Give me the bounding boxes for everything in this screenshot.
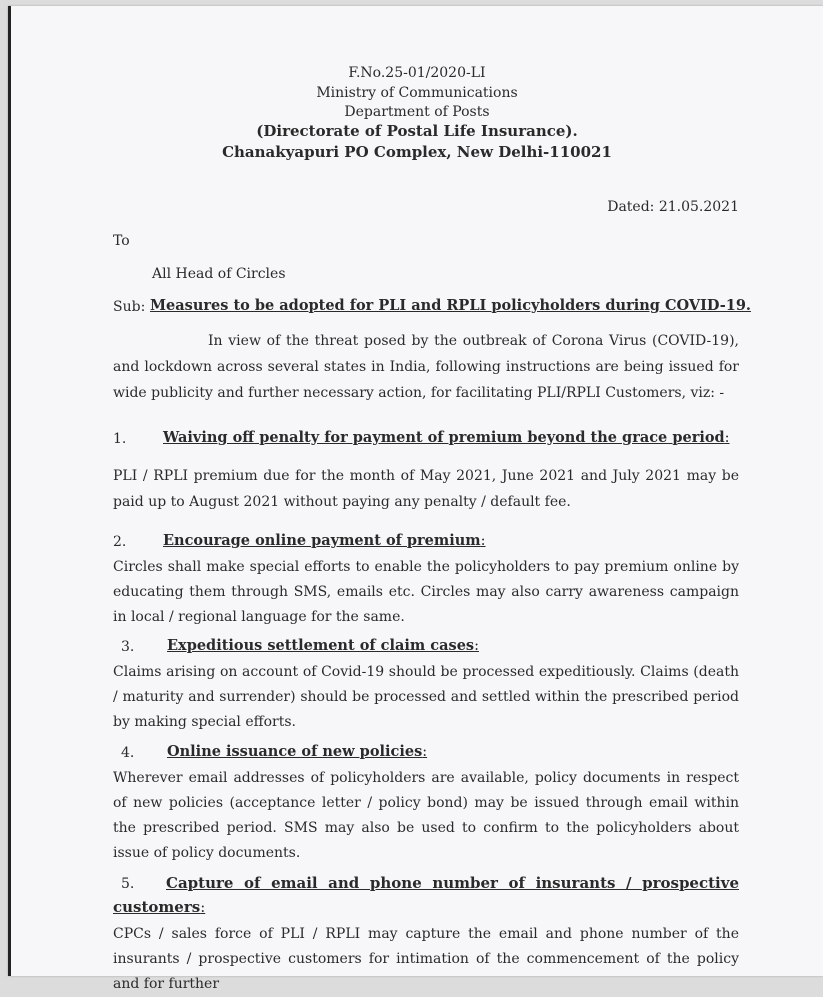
document-page xyxy=(8,6,823,992)
point-5-body: CPCs / sales force of PLI / RPLI may capture the email and phone number of the insurants / prospective customers for intimation of the commencement of the policy and for further xyxy=(113,926,739,992)
intro-paragraph: In view of the threat posed by the outbreak of Corona Virus (COVID-19), and lockdown across several states in India, following instructions are being issued for wide publicity and further necessary action, for facilitating PLI/RPLI Customers, viz: - xyxy=(113,333,739,401)
point-1-heading: Waiving off penalty for payment of premium beyond the grace period: xyxy=(163,429,730,446)
letter xyxy=(11,6,823,992)
point-5-heading-line2: customers: xyxy=(113,898,206,916)
point-2-body: Circles shall make special efforts to enable the policyholders to pay premium online by educating them through SMS, emails etc. Circles may also carry awareness campaign in local / regional language for the same. xyxy=(113,559,739,625)
point-3-number: 3. xyxy=(121,639,135,655)
point-4-number: 4. xyxy=(121,745,135,761)
point-5-number: 5. xyxy=(121,876,135,892)
letter-date: Dated: 21.05.2021 xyxy=(607,199,739,215)
point-2-number: 2. xyxy=(113,534,127,550)
subject-label: Sub: xyxy=(113,299,146,315)
point-4-body: Wherever email addresses of policyholders are available, policy documents in respect of new policies (acceptance letter / policy bond) may be issued through email within the prescribed period. SMS may also be used to confirm to the policyholders about issue of policy documents. xyxy=(113,770,739,861)
office-address: Chanakyapuri PO Complex, New Delhi-110021 xyxy=(222,143,612,161)
directorate-name: (Directorate of Postal Life Insurance). xyxy=(256,122,578,140)
point-4-heading: Online issuance of new policies: xyxy=(167,743,428,760)
point-1-number: 1. xyxy=(113,431,127,447)
point-2-heading: Encourage online payment of premium: xyxy=(163,532,486,549)
point-1-body: PLI / RPLI premium due for the month of May 2021, June 2021 and July 2021 may be paid up to August 2021 without paying any penalty / default fee. xyxy=(113,468,739,510)
point-5-heading-line1: Capture of email and phone number of insurants / prospective xyxy=(166,874,739,892)
to-label: To xyxy=(113,233,130,249)
department-name: Department of Posts xyxy=(344,104,490,120)
file-number: F.No.25-01/2020-LI xyxy=(348,65,486,81)
point-3-heading: Expeditious settlement of claim cases: xyxy=(167,637,479,654)
subject-text: Measures to be adopted for PLI and RPLI policyholders during COVID-19. xyxy=(150,297,751,314)
ministry-name: Ministry of Communications xyxy=(316,85,518,101)
addressee: All Head of Circles xyxy=(152,266,286,282)
point-3-body: Claims arising on account of Covid-19 should be processed expeditiously. Claims (death / maturity and surrender) should be processed and settled within the prescribed period by making special efforts. xyxy=(113,664,739,730)
